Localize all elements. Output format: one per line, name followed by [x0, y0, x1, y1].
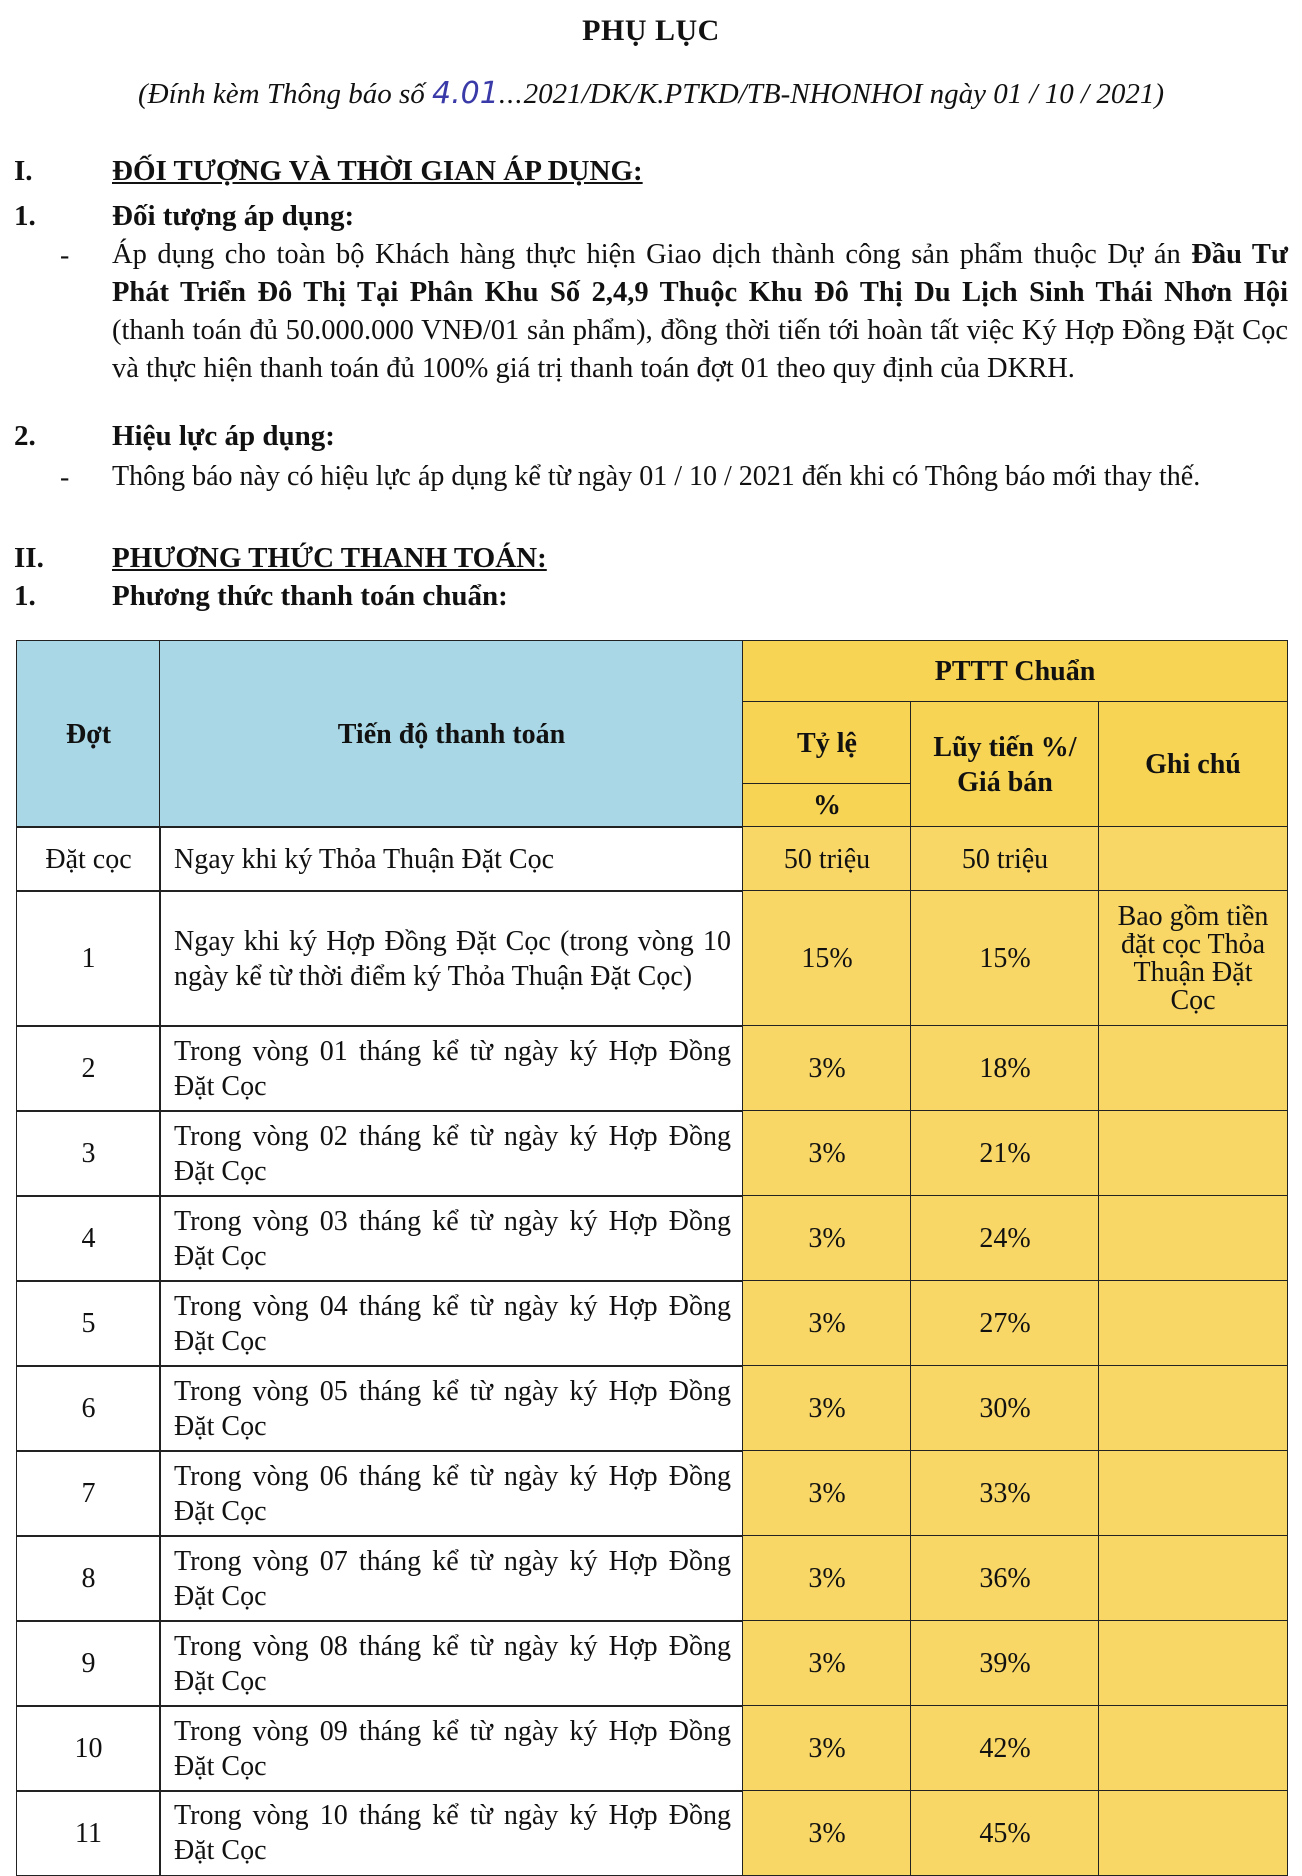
row-cumulative — [910, 826, 1100, 892]
subtitle-prefix: (Đính kèm Thông báo số — [138, 78, 433, 110]
row-note — [1098, 1025, 1288, 1112]
row-dot-text: 3 — [81, 1138, 96, 1169]
page-subtitle — [0, 76, 1302, 111]
section1-item2-number: 2. — [14, 420, 36, 452]
row-description-text: Trong vòng 02 tháng kể từ ngày ký Hợp Đồng Đặt Cọc — [174, 1120, 731, 1187]
row-description-text: Trong vòng 01 tháng kể từ ngày ký Hợp Đồng Đặt Cọc — [174, 1035, 731, 1102]
section1-item1-paragraph — [112, 236, 1288, 388]
row-dot — [16, 1790, 161, 1876]
header-note: Ghi chú — [1098, 701, 1288, 828]
row-dot — [16, 1025, 161, 1112]
row-cumulative — [910, 1450, 1100, 1537]
row-dot-text: 11 — [75, 1817, 102, 1849]
section1-item1-number: 1. — [14, 200, 36, 232]
row-cumulative — [910, 1195, 1100, 1282]
row-description-text: Ngay khi ký Hợp Đồng Đặt Cọc (trong vòng 10 ngày kể từ thời điểm ký Thỏa Thuận Đặt Cọc) — [174, 925, 731, 992]
row-cumulative-text: 50 triệu — [961, 843, 1049, 875]
row-dot-text: 5 — [81, 1308, 96, 1339]
row-description — [159, 1365, 744, 1452]
row-rate — [742, 1025, 912, 1112]
row-rate — [742, 890, 912, 1027]
row-description-text: Trong vòng 04 tháng kể từ ngày ký Hợp Đồng Đặt Cọc — [174, 1290, 731, 1357]
row-dot — [16, 1195, 161, 1282]
section1-heading: ĐỐI TƯỢNG VÀ THỜI GIAN ÁP DỤNG: — [112, 155, 643, 187]
payment-table — [16, 640, 1288, 1874]
row-dot — [16, 1365, 161, 1452]
row-dot — [16, 890, 161, 1027]
header-cumulative: Lũy tiến %/ Giá bán — [910, 701, 1100, 828]
row-description — [159, 1195, 744, 1282]
header-rate-unit: % — [742, 783, 912, 828]
row-description — [159, 1280, 744, 1367]
row-rate-text: 3% — [808, 1393, 846, 1424]
section2-item1-number: 1. — [14, 580, 36, 612]
row-rate-text: 3% — [808, 1733, 846, 1764]
section2-item1-heading: Phương thức thanh toán chuẩn: — [112, 580, 508, 612]
subtitle-suffix: 2021/DK/K.PTKD/TB-NHONHOI ngày 01 / 10 / 2021) — [523, 78, 1164, 110]
row-cumulative — [910, 1790, 1100, 1876]
section1-item2-text: Thông báo này có hiệu lực áp dụng kể từ ngày 01 / 10 / 2021 đến khi có Thông báo mới thay thế. — [112, 461, 1201, 492]
row-description-text: Trong vòng 10 tháng kể từ ngày ký Hợp Đồng Đặt Cọc — [174, 1800, 731, 1866]
row-description-text: Trong vòng 07 tháng kể từ ngày ký Hợp Đồng Đặt Cọc — [174, 1545, 731, 1612]
header-pttt-group: PTTT Chuẩn — [742, 640, 1288, 703]
row-cumulative — [910, 1620, 1100, 1707]
row-description — [159, 1450, 744, 1537]
header-rate: Tỷ lệ — [742, 701, 912, 785]
section2-heading: PHƯƠNG THỨC THANH TOÁN: — [112, 542, 547, 574]
row-description-text: Trong vòng 03 tháng kể từ ngày ký Hợp Đồng Đặt Cọc — [174, 1205, 731, 1272]
row-dot — [16, 1535, 161, 1622]
row-rate — [742, 826, 912, 892]
row-rate-text: 50 triệu — [783, 843, 871, 875]
section1-item2-dash: - — [60, 462, 70, 493]
row-rate-text: 3% — [808, 1478, 846, 1509]
header-progress: Tiến độ thanh toán — [159, 640, 744, 828]
row-note — [1098, 1790, 1288, 1876]
row-note — [1098, 826, 1288, 892]
row-cumulative-text: 33% — [979, 1478, 1031, 1509]
row-description — [159, 1025, 744, 1112]
row-description-text: Trong vòng 05 tháng kể từ ngày ký Hợp Đồng Đặt Cọc — [174, 1375, 731, 1442]
row-note — [1098, 1195, 1288, 1282]
row-note — [1098, 1280, 1288, 1367]
row-description — [159, 826, 744, 892]
row-cumulative-text: 39% — [979, 1648, 1031, 1679]
row-dot-text: 9 — [81, 1648, 96, 1679]
row-note — [1098, 1365, 1288, 1452]
row-cumulative-text: 15% — [979, 943, 1031, 974]
row-cumulative-text: 36% — [979, 1563, 1031, 1594]
handwritten-number: 4.01 — [432, 76, 499, 111]
row-cumulative — [910, 890, 1100, 1027]
row-dot — [16, 1705, 161, 1792]
row-note — [1098, 1110, 1288, 1197]
row-rate — [742, 1620, 912, 1707]
subtitle-dots: ... — [498, 78, 524, 110]
row-note — [1098, 1450, 1288, 1537]
row-rate-text: 3% — [808, 1817, 846, 1849]
section1-item1-heading: Đối tượng áp dụng: — [112, 200, 355, 232]
row-description-text: Trong vòng 08 tháng kể từ ngày ký Hợp Đồng Đặt Cọc — [174, 1630, 731, 1697]
row-cumulative-text: 18% — [979, 1053, 1031, 1084]
item1-text-b: (thanh toán đủ 50.000.000 VNĐ/01 sản phẩm), đồng thời tiến tới hoàn tất việc Ký Hợp Đồng Đặt Cọc và thực hiện thanh toán đủ 100% giá trị thanh toán đợt 01 theo quy định của DKRH. — [112, 315, 1288, 384]
row-dot-text: 1 — [81, 943, 96, 974]
row-cumulative — [910, 1110, 1100, 1197]
row-note — [1098, 1620, 1288, 1707]
row-rate — [742, 1705, 912, 1792]
row-rate-text: 3% — [808, 1223, 846, 1254]
row-description-text: Trong vòng 09 tháng kể từ ngày ký Hợp Đồng Đặt Cọc — [174, 1715, 731, 1782]
row-cumulative-text: 27% — [979, 1308, 1031, 1339]
row-rate-text: 15% — [801, 943, 853, 974]
row-dot — [16, 1620, 161, 1707]
row-rate — [742, 1195, 912, 1282]
row-rate — [742, 1365, 912, 1452]
row-cumulative — [910, 1025, 1100, 1112]
row-dot-text: 10 — [74, 1733, 103, 1764]
row-description-text: Trong vòng 06 tháng kể từ ngày ký Hợp Đồng Đặt Cọc — [174, 1460, 731, 1527]
row-description — [159, 1790, 744, 1876]
row-dot-text: 7 — [81, 1478, 96, 1509]
row-rate-text: 3% — [808, 1138, 846, 1169]
row-cumulative-text: 24% — [979, 1223, 1031, 1254]
section2-number: II. — [14, 542, 44, 574]
page-title: PHỤ LỤC — [582, 14, 720, 47]
row-rate — [742, 1110, 912, 1197]
row-cumulative-text: 45% — [979, 1817, 1031, 1849]
row-cumulative — [910, 1535, 1100, 1622]
row-note — [1098, 1705, 1288, 1792]
row-rate — [742, 1535, 912, 1622]
row-rate — [742, 1280, 912, 1367]
row-description — [159, 890, 744, 1027]
row-dot-text: 2 — [81, 1053, 96, 1084]
section1-item2-heading: Hiệu lực áp dụng: — [112, 420, 335, 452]
row-rate — [742, 1790, 912, 1876]
row-cumulative-text: 42% — [979, 1733, 1031, 1764]
section1-item1-dash: - — [60, 240, 70, 271]
row-note-text: Bao gồm tiền đặt cọc Thỏa Thuận Đặt Cọc — [1117, 900, 1269, 1016]
header-dot: Đợt — [16, 640, 161, 828]
row-dot-text: Đặt cọc — [45, 843, 132, 875]
row-note — [1098, 1535, 1288, 1622]
row-description-text: Ngay khi ký Thỏa Thuận Đặt Cọc — [174, 843, 555, 875]
row-dot — [16, 1110, 161, 1197]
row-description — [159, 1705, 744, 1792]
row-dot — [16, 826, 161, 892]
row-rate-text: 3% — [808, 1053, 846, 1084]
row-rate-text: 3% — [808, 1563, 846, 1594]
item1-project-name: Đầu Tư Phát Triển Đô Thị Tại Phân Khu Số 2,4,9 Thuộc Khu Đô Thị Du Lịch Sinh Thái Nhơn Hội — [112, 239, 1289, 308]
row-description — [159, 1110, 744, 1197]
row-description — [159, 1535, 744, 1622]
row-rate-text: 3% — [808, 1308, 846, 1339]
row-rate-text: 3% — [808, 1648, 846, 1679]
section1-number: I. — [14, 155, 33, 187]
row-rate — [742, 1450, 912, 1537]
row-dot-text: 8 — [81, 1563, 96, 1594]
row-cumulative-text: 30% — [979, 1393, 1031, 1424]
row-cumulative-text: 21% — [979, 1138, 1031, 1169]
row-dot-text: 4 — [81, 1223, 96, 1254]
row-cumulative — [910, 1365, 1100, 1452]
row-cumulative — [910, 1705, 1100, 1792]
row-cumulative — [910, 1280, 1100, 1367]
row-description — [159, 1620, 744, 1707]
row-dot — [16, 1450, 161, 1537]
row-note — [1098, 890, 1288, 1027]
row-dot — [16, 1280, 161, 1367]
item1-text-a: Áp dụng cho toàn bộ Khách hàng thực hiện Giao dịch thành công sản phẩm thuộc Dự án — [112, 239, 1192, 270]
row-dot-text: 6 — [81, 1393, 96, 1424]
